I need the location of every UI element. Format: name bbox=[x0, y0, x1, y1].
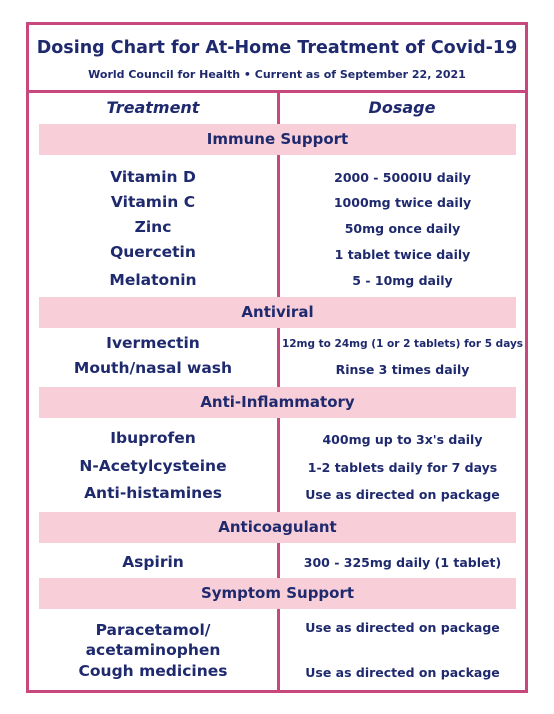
section-antiviral: Antiviral bbox=[39, 297, 516, 328]
section-anti-inflammatory: Anti-Inflammatory bbox=[39, 387, 516, 418]
dosing-chart-frame bbox=[26, 22, 528, 693]
treatment-ibuprofen: Ibuprofen bbox=[110, 429, 196, 447]
treatment-mouth-nasal-wash: Mouth/nasal wash bbox=[73, 359, 233, 377]
treatment-vitamin-c: Vitamin C bbox=[110, 193, 196, 211]
section-symptom-support: Symptom Support bbox=[39, 578, 516, 609]
dosage-vitamin-c: 1000mg twice daily bbox=[333, 195, 472, 210]
dosage-paracetamol: Use as directed on package bbox=[305, 620, 500, 635]
column-header-dosage: Dosage bbox=[368, 98, 436, 117]
treatment-cough-medicines: Cough medicines bbox=[78, 662, 228, 680]
chart-header bbox=[29, 25, 525, 93]
treatment-ivermectin: Ivermectin bbox=[106, 334, 200, 352]
section-anticoagulant: Anticoagulant bbox=[39, 512, 516, 543]
treatment-quercetin: Quercetin bbox=[110, 243, 196, 261]
treatment-zinc: Zinc bbox=[134, 218, 172, 236]
treatment-n-acetylcysteine: N-Acetylcysteine bbox=[79, 457, 227, 475]
dosage-ibuprofen: 400mg up to 3x's daily bbox=[322, 432, 483, 447]
column-header-treatment: Treatment bbox=[106, 98, 200, 117]
section-immune-support: Immune Support bbox=[39, 124, 516, 155]
chart-subtitle: World Council for Health • Current as of September 22, 2021 bbox=[88, 68, 466, 81]
treatment-anti-histamines: Anti-histamines bbox=[84, 484, 222, 502]
dosage-vitamin-d: 2000 - 5000IU daily bbox=[334, 170, 471, 185]
treatment-melatonin: Melatonin bbox=[109, 271, 197, 289]
dosage-quercetin: 1 tablet twice daily bbox=[334, 247, 471, 262]
dosage-n-acetylcysteine: 1-2 tablets daily for 7 days bbox=[307, 460, 498, 475]
dosage-cough-medicines: Use as directed on package bbox=[305, 665, 500, 680]
dosage-mouth-nasal-wash: Rinse 3 times daily bbox=[335, 362, 470, 377]
chart-title: Dosing Chart for At-Home Treatment of Covid-19 bbox=[36, 38, 518, 58]
dosage-aspirin: 300 - 325mg daily (1 tablet) bbox=[303, 555, 502, 570]
treatment-paracetamol: Paracetamol/ acetaminophen bbox=[85, 621, 221, 659]
treatment-vitamin-d: Vitamin D bbox=[110, 168, 196, 186]
dosage-ivermectin: 12mg to 24mg (1 or 2 tablets) for 5 days bbox=[281, 338, 524, 350]
dosage-melatonin: 5 - 10mg daily bbox=[352, 273, 453, 288]
treatment-aspirin: Aspirin bbox=[122, 553, 184, 571]
dosage-anti-histamines: Use as directed on package bbox=[305, 487, 500, 502]
dosage-zinc: 50mg once daily bbox=[344, 221, 461, 236]
